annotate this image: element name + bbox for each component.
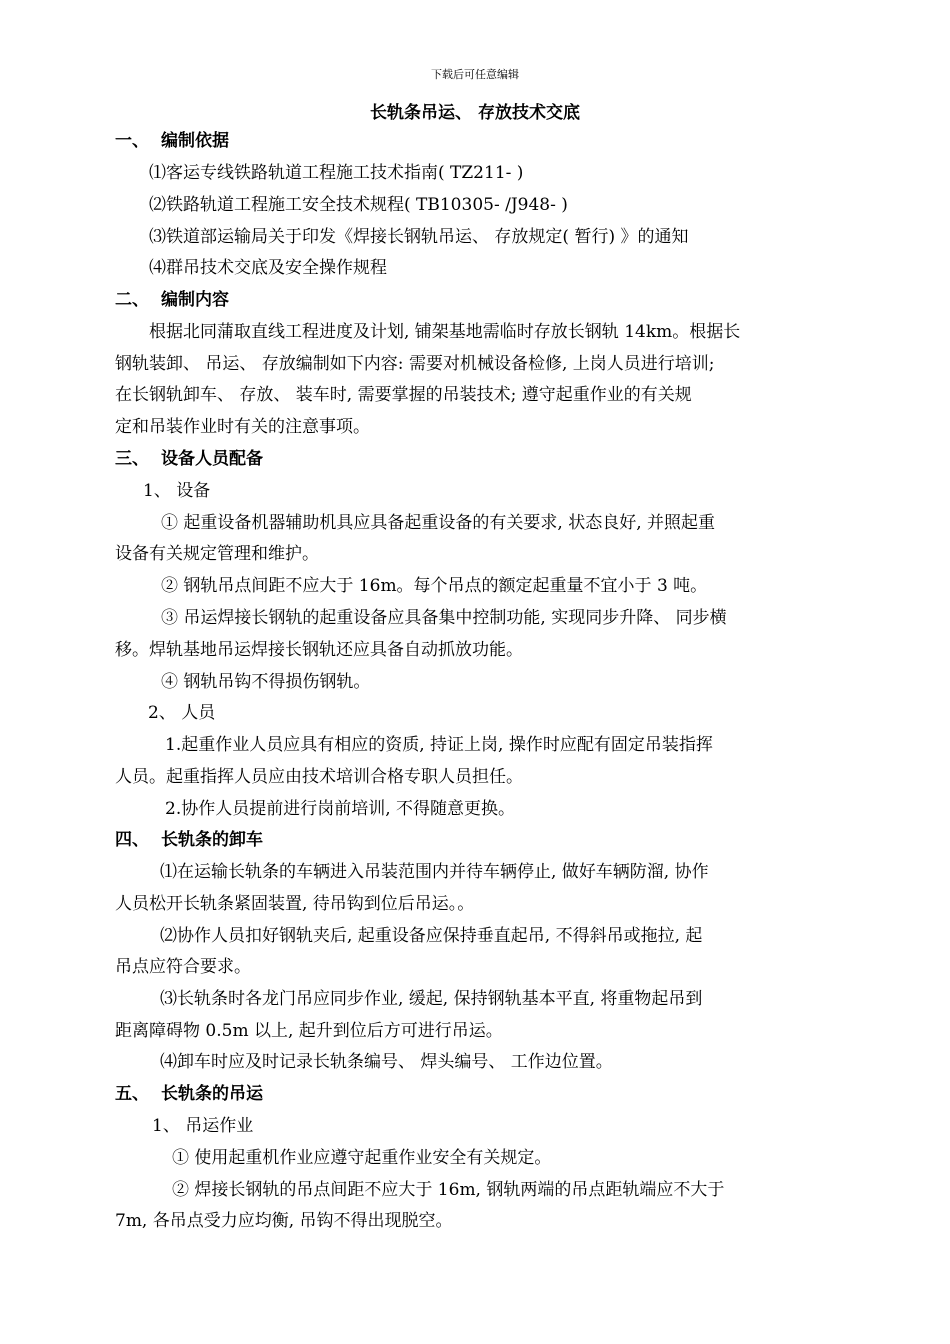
paragraph-line: 2.协作人员提前进行岗前培训, 不得随意更换。	[165, 799, 516, 819]
paragraph-line: 人员。起重指挥人员应由技术培训合格专职人员担任。	[115, 767, 523, 787]
subsection-heading: 1、 设备	[143, 481, 211, 501]
section-heading-1	[115, 129, 229, 153]
subsection-heading: 2、 人员	[148, 703, 216, 723]
reference-item: ⑴客运专线铁路轨道工程施工技术指南( TZ211- )	[149, 163, 524, 183]
paragraph-line: 7m, 各吊点受力应均衡, 吊钩不得出现脱空。	[115, 1211, 453, 1231]
header-note: 下载后可任意编辑	[431, 68, 519, 81]
section-number: 一、	[115, 131, 149, 151]
paragraph-line: ① 起重设备机器辅助机具应具备起重设备的有关要求, 状态良好, 并照起重	[161, 513, 716, 533]
section-number: 三、	[115, 449, 149, 469]
paragraph-line: ⑶长轨条时各龙门吊应同步作业, 缓起, 保持钢轨基本平直, 将重物起吊到	[160, 989, 703, 1009]
section-heading-2	[115, 288, 229, 312]
section-title: 设备人员配备	[161, 449, 263, 469]
paragraph-line: 钢轨装卸、 吊运、 存放编制如下内容: 需要对机械设备检修, 上岗人员进行培训;	[115, 354, 715, 374]
section-title: 长轨条的卸车	[161, 830, 263, 850]
paragraph-line: ③ 吊运焊接长钢轨的起重设备应具备集中控制功能, 实现同步升降、 同步横	[161, 608, 727, 628]
paragraph-line: 在长钢轨卸车、 存放、 装车时, 需要掌握的吊装技术; 遵守起重作业的有关规	[115, 385, 692, 405]
section-title: 长轨条的吊运	[161, 1084, 263, 1104]
section-title: 编制内容	[161, 290, 229, 310]
paragraph-line: ④ 钢轨吊钩不得损伤钢轨。	[161, 672, 371, 692]
section-heading-3	[115, 447, 263, 471]
paragraph-line: ⑴在运输长轨条的车辆进入吊装范围内并待车辆停止, 做好车辆防溜, 协作	[160, 862, 709, 882]
section-title: 编制依据	[161, 131, 229, 151]
paragraph-line: 1.起重作业人员应具有相应的资质, 持证上岗, 操作时应配有固定吊装指挥	[165, 735, 713, 755]
document-title: 长轨条吊运、 存放技术交底	[370, 103, 580, 123]
paragraph-line: 吊点应符合要求。	[115, 957, 251, 977]
section-heading-5	[115, 1082, 263, 1106]
paragraph-line: 设备有关规定管理和维护。	[115, 544, 319, 564]
section-number: 二、	[115, 290, 149, 310]
paragraph-line: 移。焊轨基地吊运焊接长钢轨还应具备自动抓放功能。	[115, 640, 523, 660]
paragraph-line: ② 焊接长钢轨的吊点间距不应大于 16m, 钢轨两端的吊点距轨端应不大于	[172, 1180, 725, 1200]
reference-item: ⑶铁道部运输局关于印发《焊接长钢轨吊运、 存放规定( 暂行) 》的通知	[149, 227, 689, 247]
paragraph-line: 根据北同蒲取直线工程进度及计划, 铺架基地需临时存放长钢轨 14km。根据长	[149, 322, 741, 342]
subsection-heading: 1、 吊运作业	[152, 1116, 254, 1136]
reference-item: ⑷群吊技术交底及安全操作规程	[149, 258, 387, 278]
paragraph-line: ① 使用起重机作业应遵守起重作业安全有关规定。	[172, 1148, 552, 1168]
paragraph-line: ⑷卸车时应及时记录长轨条编号、 焊头编号、 工作边位置。	[160, 1052, 613, 1072]
paragraph-line: 距离障碍物 0.5m 以上, 起升到位后方可进行吊运。	[115, 1021, 503, 1041]
section-heading-4	[115, 828, 263, 852]
reference-item: ⑵铁路轨道工程施工安全技术规程( TB10305- /J948- )	[149, 195, 568, 215]
paragraph-line: ⑵协作人员扣好钢轨夹后, 起重设备应保持垂直起吊, 不得斜吊或拖拉, 起	[160, 926, 703, 946]
paragraph-line: ② 钢轨吊点间距不应大于 16m。每个吊点的额定起重量不宜小于 3 吨。	[161, 576, 708, 596]
paragraph-line: 定和吊装作业时有关的注意事项。	[115, 417, 370, 437]
paragraph-line: 人员松开长轨条紧固装置, 待吊钩到位后吊运。。	[115, 894, 475, 914]
section-number: 五、	[115, 1084, 149, 1104]
section-number: 四、	[115, 830, 149, 850]
